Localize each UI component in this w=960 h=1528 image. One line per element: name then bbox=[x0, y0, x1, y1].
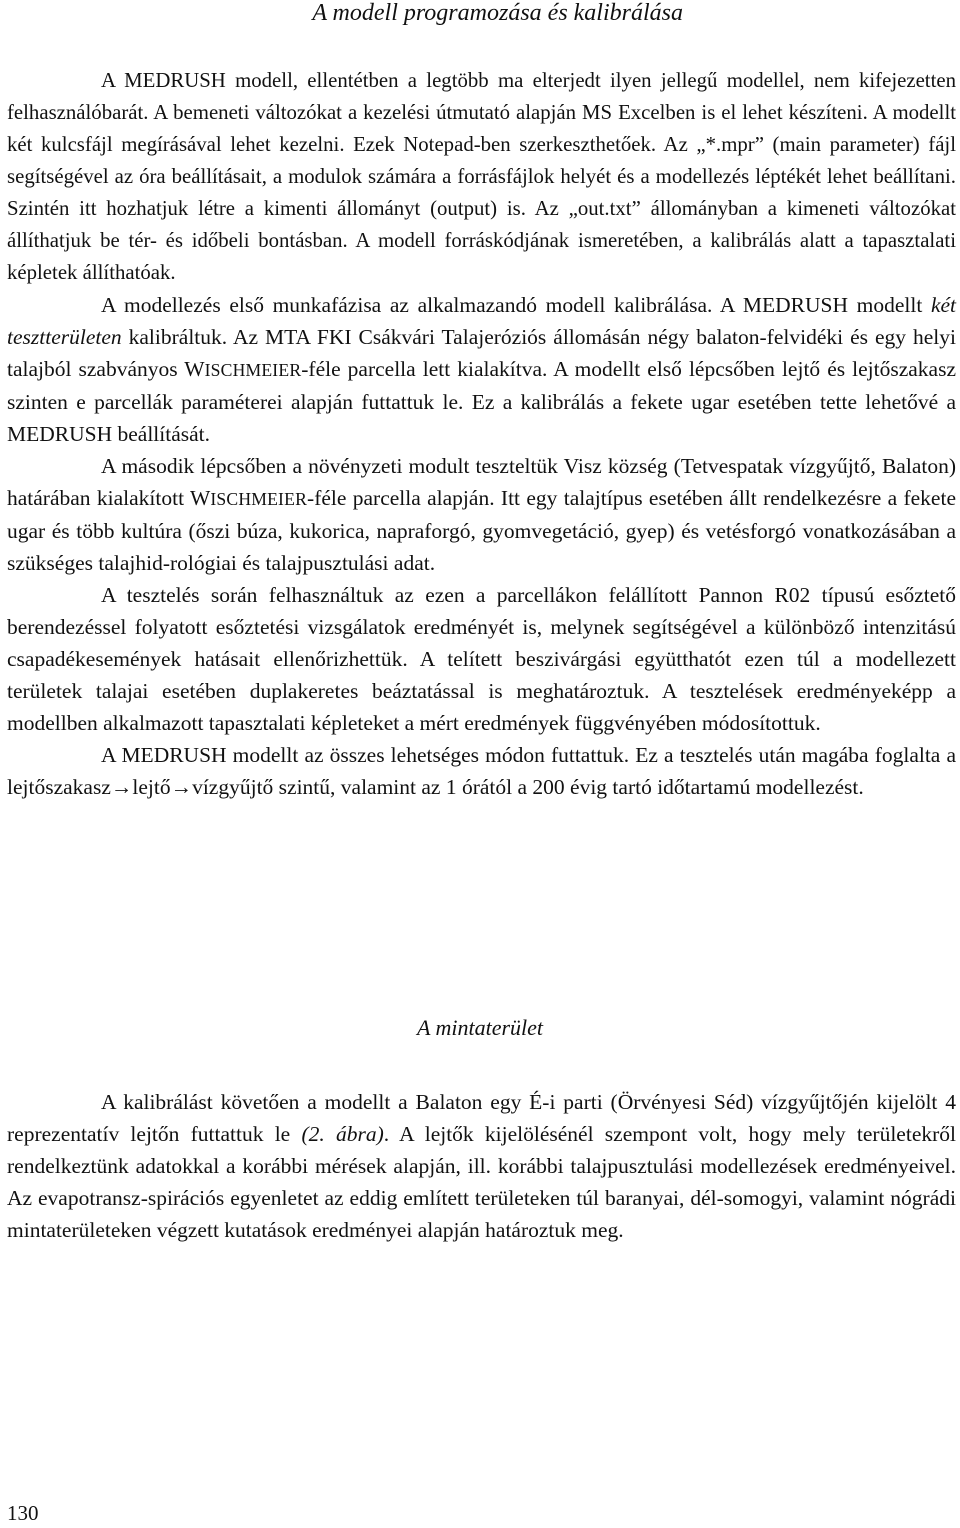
figure-reference: (2. ábra) bbox=[301, 1122, 384, 1146]
main-text-block bbox=[7, 65, 956, 803]
paragraph-4: A tesztelés során felhasználtuk az ezen a parcellákon felállított Pannon R02 típusú esőztető berendezéssel folyatott esőztetési vizsgálatok eredményét is, melynek segítségével a különböző intenzitású csapadékesemények hatásait ellenőrizhettük. A telített beszivárgási együtthatót ezen túl a modellezett területek talajai esetében duplakeretes beáztatással is meghatároztuk. A tesztelések eredményeképp a modellben alkalmazott tapasztalati képleteket a mért eredmények függvényében módosítottuk. bbox=[7, 583, 956, 735]
paragraph-2-emphasis: két tesztterületen bbox=[7, 293, 956, 349]
paragraph-2-smallcaps: ISCHMEIER bbox=[204, 360, 302, 380]
paragraph-3 bbox=[7, 450, 956, 579]
section-text-block bbox=[7, 1086, 956, 1246]
paragraph-3-tail: -féle parcella alapján. Itt egy talajtípus esetében állt rendelkezésre a fekete ugar és több kultúra (őszi búza, kukorica, napraforgó, gyomvegetáció, gyep) és vetésforgó vonatkozásában a szükséges talajhid-rológiai és talajpusztulási adat. bbox=[7, 486, 956, 575]
running-header: A modell programozása és kalibrálása bbox=[312, 0, 683, 26]
section-heading: A mintaterület bbox=[416, 1015, 544, 1040]
paragraph-2-lead: A modellezés első munkafázisa az alkalmazandó modell kalibrálása. A MEDRUSH modellt bbox=[101, 293, 931, 317]
paragraph-2-rest: kalibráltuk. Az MTA FKI Csákvári Talajeróziós állomásán négy balaton-felvidéki és egy helyi talajból szabványos W bbox=[7, 325, 956, 381]
page-number: 130 bbox=[7, 1501, 39, 1525]
paragraph-1: A MEDRUSH modell, ellentétben a legtöbb ma elterjedt ilyen jellegű modellel, nem kifejezetten felhasználóbarát. A bemeneti változókat a kezelési útmutató alapján MS Excelben is el lehet készíteni. A modellt két kulcsfájl megírásával lehet kezelni. Ezek Notepad-ben szerkeszthetőek. Az „*.mpr” (main parameter) fájl segítségével az óra beállításait, a modulok számára a forrásfájlok helyét és a modellezés léptékét lehet beállítani. Szintén itt hozhatjuk létre a kimenti állományt (output) is. Az „out.txt” állományban a kimeneti változókat állíthatjuk be tér- és időbeli bontásban. A modell forráskódjának ismeretében, a kalibrálás alatt a tapasztalati képletek állíthatóak. bbox=[7, 69, 956, 284]
paragraph-2-tail: -féle parcella lett kialakítva. A modellt első lépcsőben lejtő és lejtőszakasz szinten e parcellák paraméterei alapján futtattuk le. Ez a kalibrálás a fekete ugar esetében tette lehetővé a MEDRUSH beállítását. bbox=[7, 357, 956, 446]
paragraph-5: A MEDRUSH modellt az összes lehetséges módon futtattuk. Ez a tesztelés után magába foglalta a lejtőszakasz→lejtő→vízgyűjtő szintű, valamint az 1 órától a 200 évig tartó időtartamú modellezést. bbox=[7, 743, 956, 799]
paragraph-3-smallcaps: ISCHMEIER bbox=[210, 489, 308, 509]
section-paragraph-lead: A kalibrálást követően a modellt a Balaton egy É-i parti (Örvényesi Séd) vízgyűjtőjén kijelölt 4 reprezentatív lejtőn futtattuk le bbox=[7, 1090, 956, 1146]
paragraph-2 bbox=[7, 289, 956, 450]
section-paragraph-tail: . A lejtők kijelölésénél szempont volt, hogy mely területekről rendelkeztünk adatokkal a korábbi mérések alapján, ill. korábbi talajpusztulási modellezések eredményeivel. Az evapotransz-spirációs egyenletet az eddig említett területeken túl baranyai, dél-somogyi, valamint nógrádi mintaterületeken végzett kutatások eredményei alapján határoztuk meg. bbox=[7, 1122, 956, 1242]
section-paragraph bbox=[7, 1086, 956, 1246]
paragraph-3-lead: A második lépcsőben a növényzeti modult teszteltük Visz község (Tetvespatak vízgyűjtő, Balaton) határában kialakított W bbox=[7, 454, 956, 510]
